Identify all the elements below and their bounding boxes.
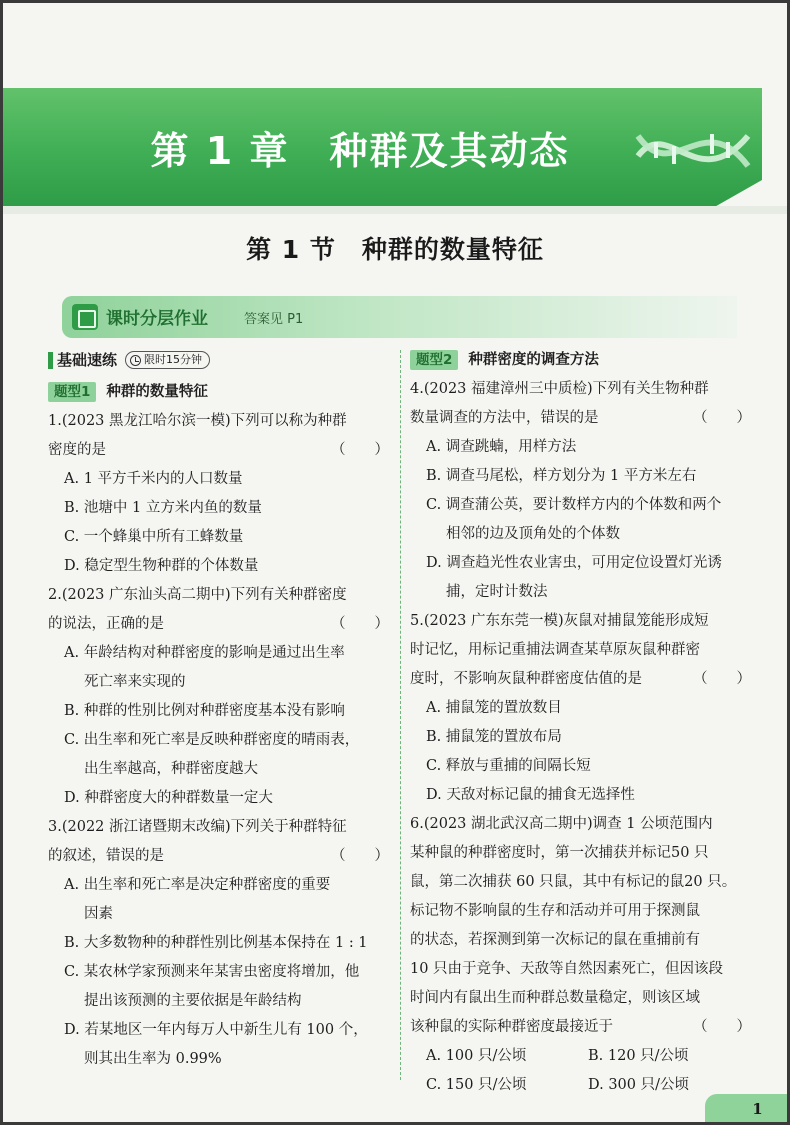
question-stem xyxy=(48,842,393,871)
question-stem: 6.(2023 湖北武汉高二期中)调查 1 公顷范围内 xyxy=(410,816,713,832)
option-c: C. 调查蒲公英，要计数样方内的个体数和两个 xyxy=(426,497,722,513)
answer-blank: （ ） xyxy=(331,616,389,632)
page-number: 1 xyxy=(705,1094,790,1125)
section-title: 第 1 节 种群的数量特征 xyxy=(246,235,544,264)
question-stem: 时间内有鼠出生而种群总数量稳定，则该区域 xyxy=(410,990,700,1006)
question-stem: 时记忆，用标记重捕法调查某草原灰鼠种群密 xyxy=(410,642,700,658)
option-b: B. 调查马尾松，样方划分为 1 平方米左右 xyxy=(426,468,697,484)
option-b: B. 捕鼠笼的置放布局 xyxy=(426,729,562,745)
question-stem: 1.(2023 黑龙江哈尔滨一模)下列可以称为种群 xyxy=(48,413,347,429)
option-d-continued: 则其出生率为 0.99% xyxy=(84,1051,222,1067)
question-stem: 10 只由于竞争、天敌等自然因素死亡，但因该段 xyxy=(410,961,724,977)
question-stem: 鼠，第二次捕获 60 只鼠，其中有标记的鼠20 只。 xyxy=(410,874,737,890)
time-limit-text: 限时15分钟 xyxy=(144,353,203,366)
question-3 xyxy=(48,813,393,1074)
option-d-continued: 捕，定时计数法 xyxy=(446,584,548,600)
stem-text: 数量调查的方法中，错误的是 xyxy=(410,410,599,426)
question-stem: 3.(2022 浙江诸暨期末改编)下列关于种群特征 xyxy=(48,819,347,835)
answer-blank: （ ） xyxy=(693,410,751,426)
option-d: D. 调查趋光性农业害虫，可用定位设置灯光诱 xyxy=(426,555,722,571)
chapter-title: 第 1 章 种群及其动态 xyxy=(150,129,570,173)
question-stem: 4.(2023 福建漳州三中质检)下列有关生物种群 xyxy=(410,381,709,397)
option-c-continued: 相邻的边及顶角处的个体数 xyxy=(446,526,620,542)
option-a-continued: 因素 xyxy=(84,906,113,922)
stem-text: 度时，不影响灰鼠种群密度估值的是 xyxy=(410,671,642,687)
option-a: A. 调查跳蝻，用样方法 xyxy=(426,439,577,455)
option-c-continued: 出生率越高，种群密度越大 xyxy=(84,761,258,777)
right-column xyxy=(410,345,755,1100)
options-row-2 xyxy=(410,1071,755,1100)
answer-blank: （ ） xyxy=(331,848,389,864)
stem-text: 的说法，正确的是 xyxy=(48,616,164,632)
stem-text: 密度的是 xyxy=(48,442,106,458)
option-c: C. 150 只/公顷 xyxy=(426,1077,527,1093)
option-b: B. 120 只/公顷 xyxy=(588,1048,689,1064)
topic-name: 种群的数量特征 xyxy=(106,383,208,400)
column-divider xyxy=(400,350,401,1080)
question-stem xyxy=(48,610,393,639)
topic-tag: 题型1 xyxy=(48,382,96,402)
option-b: B. 大多数物种的种群性别比例基本保持在 1 : 1 xyxy=(64,935,368,951)
banner-shadow-strip xyxy=(0,206,790,214)
question-stem: 的状态，若探测到第一次标记的鼠在重捕前有 xyxy=(410,932,700,948)
answer-reference: 答案见 P1 xyxy=(244,312,304,327)
option-a: A. 年龄结构对种群密度的影响是通过出生率 xyxy=(64,645,345,661)
option-a: A. 1 平方千米内的人口数量 xyxy=(64,471,243,487)
topic-1-header xyxy=(48,377,393,407)
option-c: C. 出生率和死亡率是反映种群密度的晴雨表， xyxy=(64,732,360,748)
header-bar xyxy=(48,352,53,369)
answer-blank: （ ） xyxy=(331,442,389,458)
option-d: D. 天敌对标记鼠的捕食无选择性 xyxy=(426,787,635,803)
option-a-continued: 死亡率来实现的 xyxy=(84,674,186,690)
homework-title: 课时分层作业 xyxy=(106,309,208,329)
basic-practice-label: 基础速练 xyxy=(57,350,118,369)
options-row-1 xyxy=(410,1042,755,1071)
option-a: A. 捕鼠笼的置放数目 xyxy=(426,700,562,716)
dna-helix-icon xyxy=(628,96,758,206)
question-stem xyxy=(410,1013,755,1042)
left-column xyxy=(48,345,393,1074)
topic-tag: 题型2 xyxy=(410,350,458,370)
option-c-continued: 提出该预测的主要依据是年龄结构 xyxy=(84,993,302,1009)
option-d: D. 300 只/公顷 xyxy=(588,1077,689,1093)
stem-text: 的叙述，错误的是 xyxy=(48,848,164,864)
question-4 xyxy=(410,375,755,607)
topic-2-header xyxy=(410,345,755,375)
time-limit-badge xyxy=(125,351,210,369)
option-c: C. 某农林学家预测来年某害虫密度将增加，他 xyxy=(64,964,360,980)
question-5 xyxy=(410,607,755,810)
option-a: A. 出生率和死亡率是决定种群密度的重要 xyxy=(64,877,331,893)
option-d: D. 稳定型生物种群的个体数量 xyxy=(64,558,259,574)
question-1 xyxy=(48,407,393,581)
question-stem xyxy=(410,404,755,433)
option-b: B. 种群的性别比例对种群密度基本没有影响 xyxy=(64,703,345,719)
option-c: C. 释放与重捕的间隔长短 xyxy=(426,758,591,774)
question-stem: 标记物不影响鼠的生存和活动并可用于探测鼠 xyxy=(410,903,700,919)
question-2 xyxy=(48,581,393,813)
option-c: C. 一个蜂巢中所有工蜂数量 xyxy=(64,529,244,545)
stem-text: 该种鼠的实际种群密度最接近于 xyxy=(410,1019,613,1035)
question-stem xyxy=(410,665,755,694)
question-stem: 2.(2023 广东汕头高二期中)下列有关种群密度 xyxy=(48,587,347,603)
basic-practice-header xyxy=(48,345,393,375)
topic-name: 种群密度的调查方法 xyxy=(468,351,599,368)
option-d: D. 若某地区一年内每万人中新生儿有 100 个， xyxy=(64,1022,368,1038)
question-6 xyxy=(410,810,755,1100)
option-b: B. 池塘中 1 立方米内鱼的数量 xyxy=(64,500,262,516)
question-stem: 某种鼠的种群密度时，第一次捕获并标记50 只 xyxy=(410,845,709,861)
answer-blank: （ ） xyxy=(693,671,751,687)
book-icon xyxy=(72,304,98,330)
answer-blank: （ ） xyxy=(693,1019,751,1035)
option-a: A. 100 只/公顷 xyxy=(426,1048,527,1064)
option-d: D. 种群密度大的种群数量一定大 xyxy=(64,790,273,806)
question-stem xyxy=(48,436,393,465)
question-stem: 5.(2023 广东东莞一模)灰鼠对捕鼠笼能形成短 xyxy=(410,613,709,629)
clock-icon xyxy=(130,355,141,366)
